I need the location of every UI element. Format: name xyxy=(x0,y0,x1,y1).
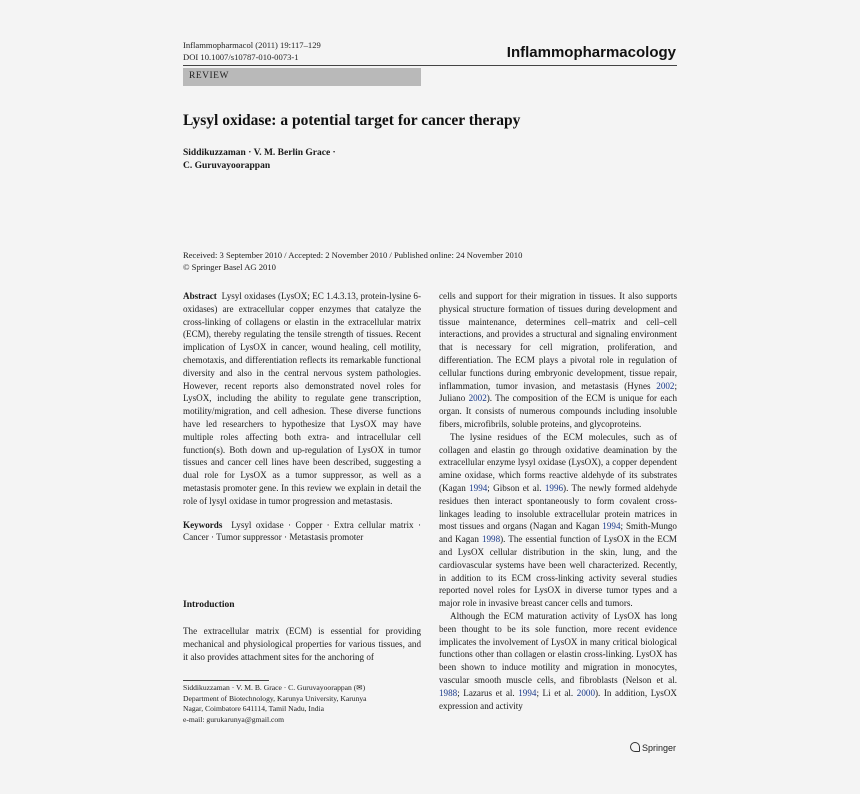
introduction-heading: Introduction xyxy=(183,600,235,610)
footnote-affiliation-1: Department of Biotechnology, Karunya University, Karunya xyxy=(183,693,367,703)
citation-line: Inflammopharmacol (2011) 19:117–129 xyxy=(183,40,321,50)
reference-link[interactable]: 1988 xyxy=(439,687,458,698)
text-run: ; Lazarus et al. xyxy=(457,687,519,698)
reference-link[interactable]: 1996 xyxy=(544,482,564,493)
section-label: REVIEW xyxy=(189,71,229,81)
paragraph-2 xyxy=(439,431,677,610)
text-run: The lysine residues of the ECM molecules, such as of collagen and elastin go through oxidative deamination by the extracellular enzyme lysyl oxidase (LysOX), a copper dependent amine oxidase, which forms reactive aldehyde of its substrates (Kagan xyxy=(439,431,677,493)
reference-link[interactable]: 1998 xyxy=(481,534,501,545)
text-run: ). In addition, LysOX expression and activity xyxy=(439,687,677,711)
left-column xyxy=(183,290,421,544)
paragraph-1 xyxy=(439,290,677,431)
footnote-affiliation-2: Nagar, Coimbatore 641114, Tamil Nadu, India xyxy=(183,704,325,714)
abstract-label: Abstract xyxy=(183,291,217,301)
received-line: Received: 3 September 2010 / Accepted: 2 November 2010 / Published online: 24 November 2010 xyxy=(183,250,523,260)
reference-link[interactable]: 1994 xyxy=(469,482,488,493)
reference-link[interactable]: 2000 xyxy=(576,687,595,698)
footnote-email: e-mail: gurukarunya@gmail.com xyxy=(183,714,285,724)
text-run: ). The essential function of LysOX in the ECM and LysOX cellular distribution in the skin, lung, and the cardiovascular systems have been well characterized. Recently, in addition to its ECM cross-linking activity several studies reported novel roles for LysOX in diverse tumor types and a major role in invasive breast cancer cells and tumors. xyxy=(439,534,677,609)
reference-link[interactable]: 1994 xyxy=(518,687,537,698)
copyright-line: © Springer Basel AG 2010 xyxy=(183,261,276,272)
text-run: ). The composition of the ECM is unique for each organ. It consists of numerous compounds including insoluble fibers, microfibrils, soluble proteins, and glycoproteins. xyxy=(439,393,677,429)
publication-dates xyxy=(183,250,522,273)
reference-link[interactable]: 1994 xyxy=(602,521,621,532)
keywords xyxy=(183,519,421,545)
header-rule xyxy=(183,65,677,66)
text-run: ; Li et al. xyxy=(536,687,577,698)
footnote-authors: Siddikuzzaman · V. M. B. Grace · C. Guruvayoorappan (✉) xyxy=(183,683,366,692)
springer-horse-icon xyxy=(630,742,640,752)
doi-line: DOI 10.1007/s10787-010-0073-1 xyxy=(183,52,299,62)
text-run: ; Smith-Mungo and Kagan xyxy=(439,521,677,545)
text-run: ; Gibson et al. xyxy=(487,482,545,493)
journal-name: Inflammopharmacology xyxy=(506,44,676,61)
abstract xyxy=(183,290,421,508)
text-run: ; Juliano xyxy=(439,380,677,404)
section-banner xyxy=(183,68,421,86)
text-run: Although the ECM maturation activity of LysOX has long been thought to be its sole function, more recent evidence implicates the involvement of LysOX in many critical biological functions other than collagen or elastin cross-linking. LysOX has been shown to induce motility and migration in monocytes, vascular smooth muscle cells, and fibroblasts (Nelson et al. xyxy=(439,610,677,685)
publisher-name: Springer xyxy=(641,743,676,753)
text-run: cells and support for their migration in tissues. It also supports physical structure formation of tissues during development and tissue maintenance, determines cell–matrix and cell–cell interactions, and provides a structural and signaling environment that is necessary for cell migration, proliferation, and differentiation. The ECM plays a pivotal role in regulation of cellular functions during embryonic development, tissue repair, inflammation, tumor invasion, and metastasis (Hynes xyxy=(439,291,677,391)
author-footnote xyxy=(183,683,421,725)
introduction-text: The extracellular matrix (ECM) is essential for providing mechanical and physiological properties for various tissues, and it also provides attachment sites for the anchoring of xyxy=(183,626,421,662)
paragraph-3 xyxy=(439,610,677,712)
publisher-logo xyxy=(630,742,676,753)
text-run: ). The newly formed aldehyde residues then interact spontaneously to form covalent cross-linkages leading to insoluble extracellular protein matrices in most tissues and organs (Nagan and Kagan xyxy=(439,482,677,532)
author-list xyxy=(183,147,336,173)
footnote-rule xyxy=(183,680,269,681)
reference-link[interactable]: 2002 xyxy=(656,380,675,391)
authors-line-1: Siddikuzzaman · V. M. Berlin Grace · xyxy=(183,148,336,158)
article-title: Lysyl oxidase: a potential target for cancer therapy xyxy=(183,112,521,129)
abstract-text: Lysyl oxidases (LysOX; EC 1.4.3.13, protein-lysine 6-oxidases) are extracellular copper enzymes that catalyze the cross-linking of collagens or elastin in the extracellular matrix (ECM), thereby regulating the tensile strength of tissues. Recent implication of LysOX in cancer, wound healing, cell motility, chemotaxis, and differentiation reflects its remarkable functional diversity and also in the central nervous system pathologies. However, recent reports also demonstrated novel roles for LysOX, including the ability to regulate gene transcription, motility/migration, and cell adhesion. These diverse functions have led researchers to hypothesize that LysOX may have multiple roles affecting both extra- and intracellular cell function(s). Both down and up-regulation of LysOX in tumor tissues and cancer cell lines have been described, suggesting a dual role for LysOX as a tumor suppressor, as well as a metastasis promoter gene. In this review we explain in detail the role of lysyl oxidase in tumor progression and metastasis. xyxy=(183,291,422,506)
right-column xyxy=(439,290,677,712)
journal-citation xyxy=(183,39,321,63)
authors-line-2: C. Guruvayoorappan xyxy=(183,161,271,171)
keywords-text: Lysyl oxidase · Copper · Extra cellular matrix · Cancer · Tumor suppressor · Metastasis promoter xyxy=(183,519,421,543)
keywords-label: Keywords xyxy=(183,519,223,530)
reference-link[interactable]: 2002 xyxy=(468,393,487,404)
